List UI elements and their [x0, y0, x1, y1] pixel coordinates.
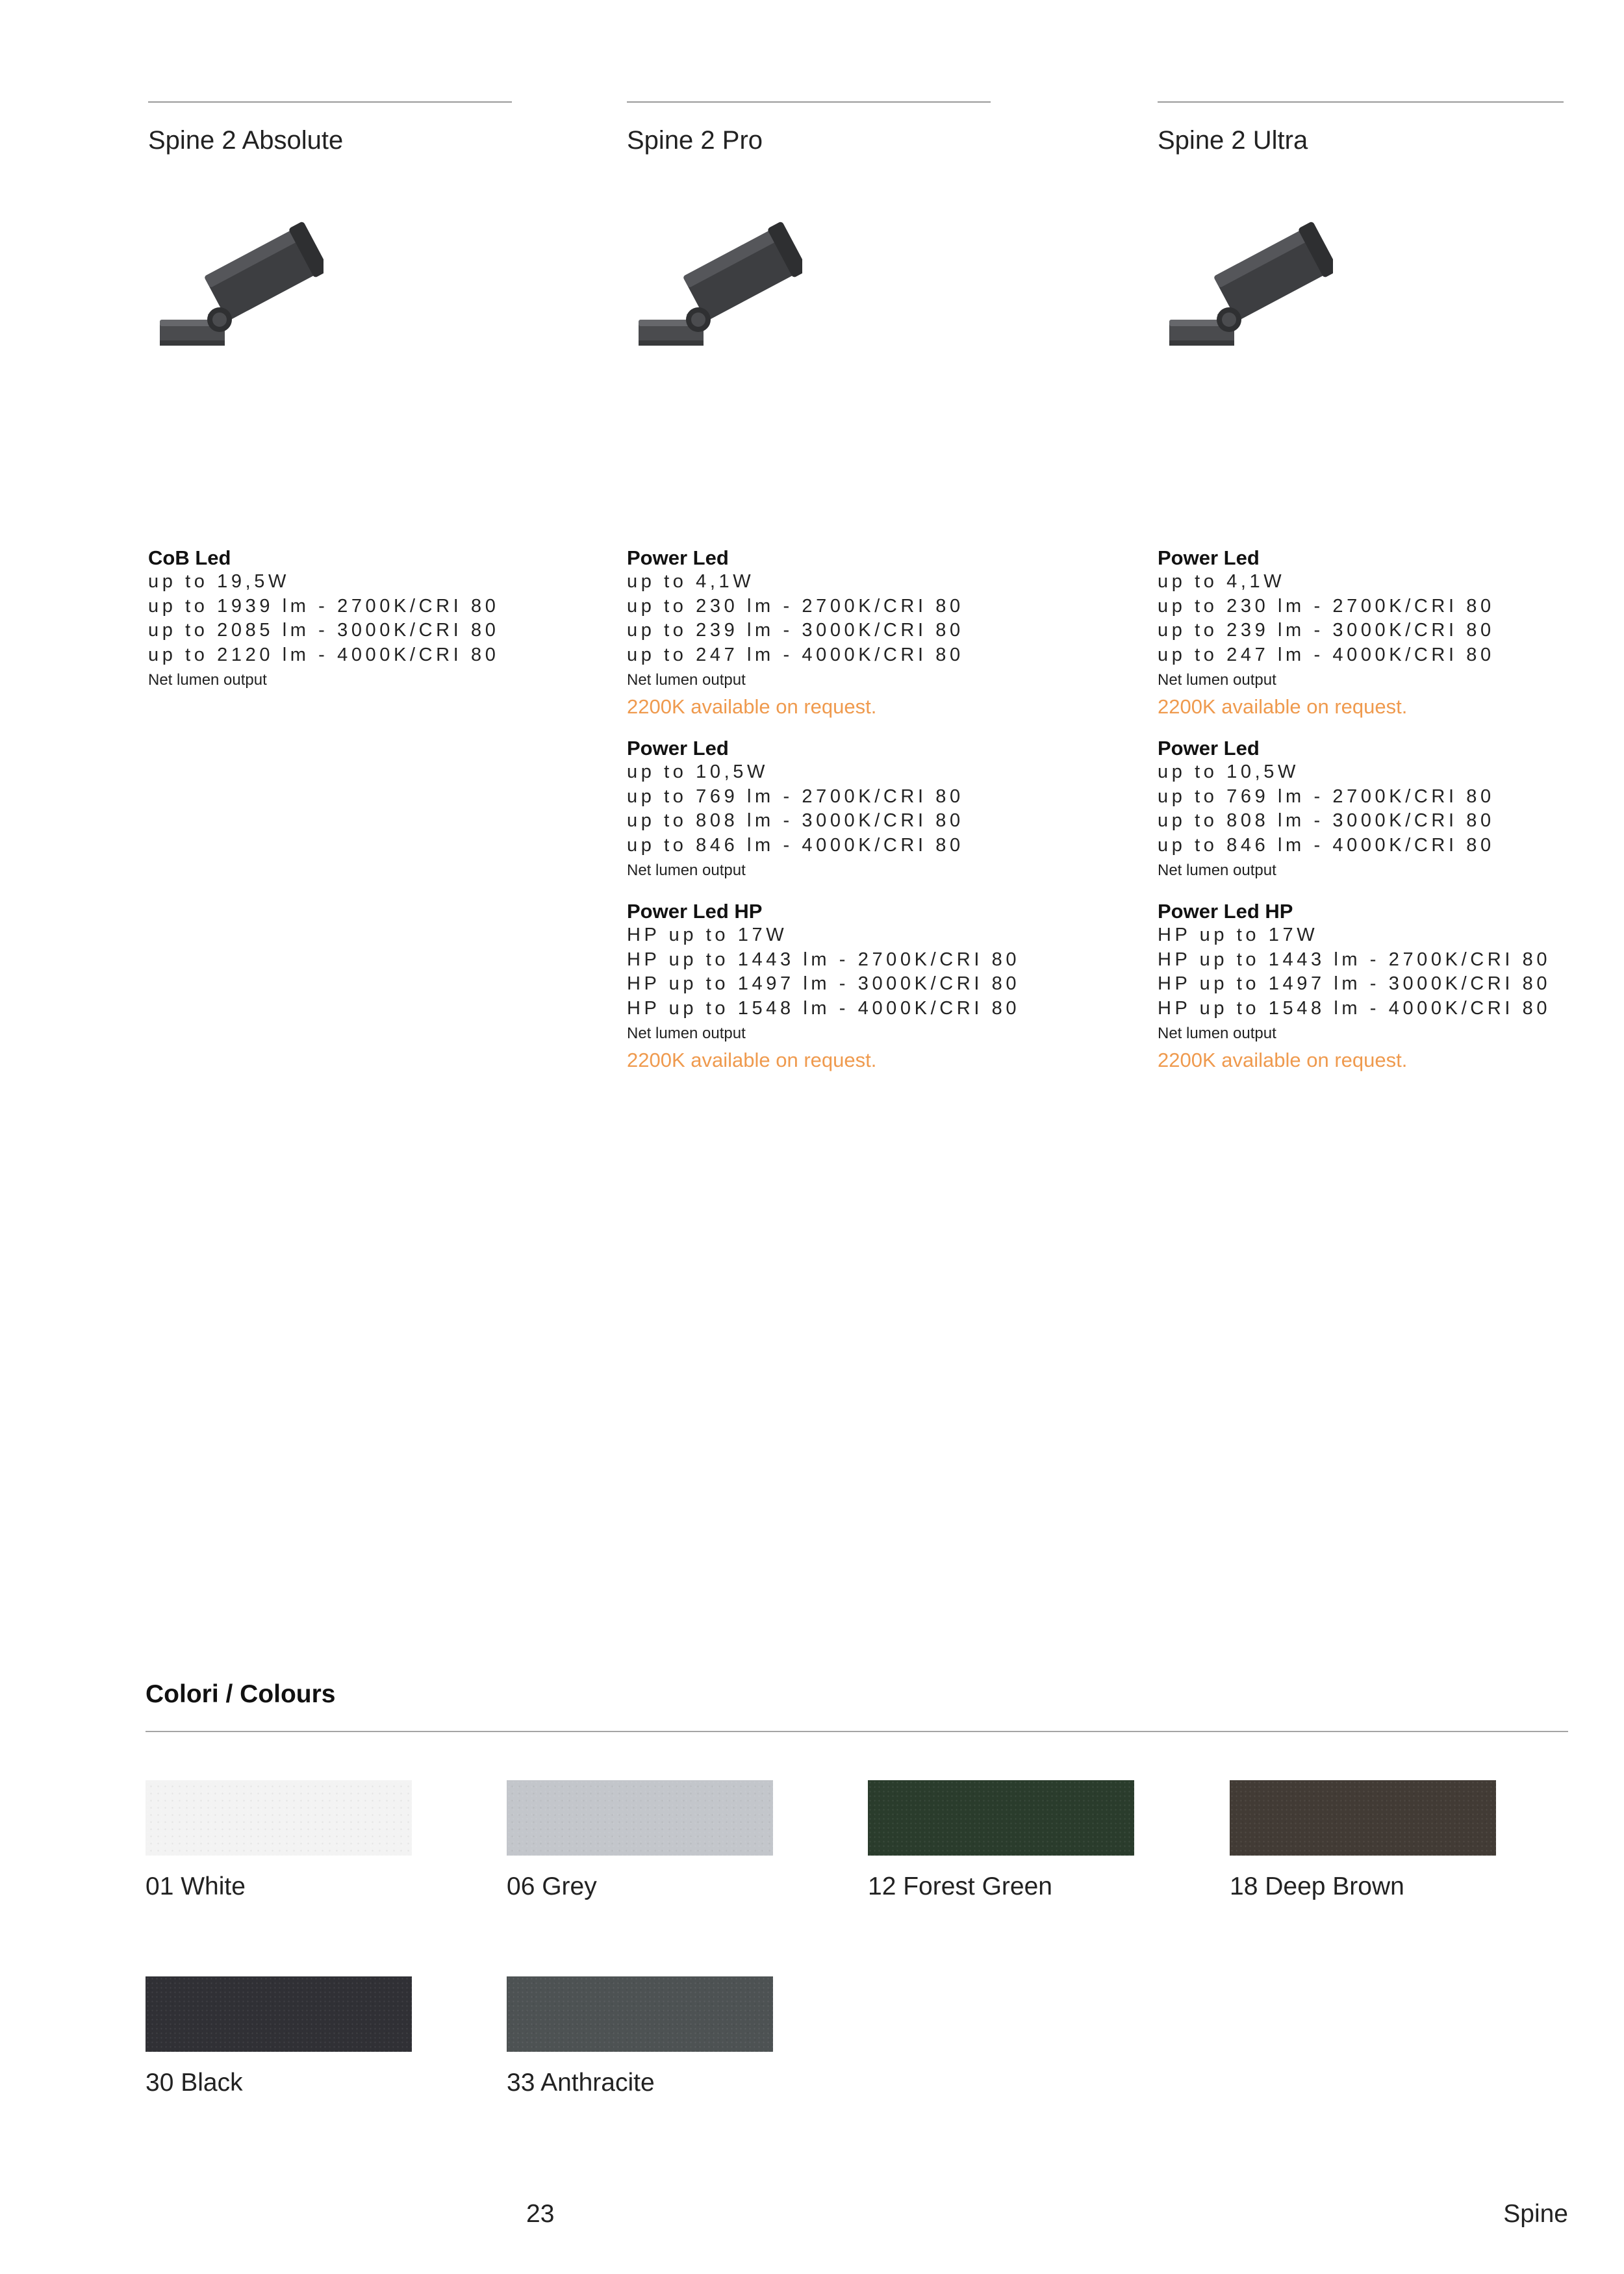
- spec-line: HP up to 17W: [1158, 925, 1319, 945]
- spec-line: HP up to 17W: [627, 925, 788, 945]
- spec-line: up to 2085 lm - 3000K/CRI 80: [148, 620, 500, 641]
- colour-label: 06 Grey: [507, 1872, 597, 1900]
- footer-section-name: Spine: [1503, 2200, 1568, 2228]
- spec-line: up to 247 lm - 4000K/CRI 80: [1158, 644, 1495, 665]
- colours-divider: [146, 1731, 1568, 1732]
- spec-line: HP up to 1548 lm - 4000K/CRI 80: [627, 997, 1021, 1019]
- colour-label: 01 White: [146, 1872, 246, 1900]
- colour-label: 18 Deep Brown: [1230, 1872, 1404, 1900]
- colour-label: 12 Forest Green: [868, 1872, 1052, 1900]
- spec-line: HP up to 1443 lm - 2700K/CRI 80: [1158, 949, 1551, 970]
- spec-line: HP up to 1497 lm - 3000K/CRI 80: [627, 973, 1021, 994]
- spec-line: up to 769 lm - 2700K/CRI 80: [627, 786, 964, 807]
- spec-line: up to 1939 lm - 2700K/CRI 80: [148, 595, 500, 617]
- spec-line: HP up to 1443 lm - 2700K/CRI 80: [627, 949, 1021, 970]
- spec-line: up to 808 lm - 3000K/CRI 80: [1158, 810, 1495, 831]
- spec-note: Net lumen output: [1158, 862, 1276, 879]
- spec-block: [148, 546, 512, 693]
- product-column-pro: [627, 101, 1021, 1071]
- spec-block: [627, 546, 991, 721]
- product-title: Spine 2 Pro: [627, 126, 763, 155]
- product-column-absolute: [148, 101, 512, 689]
- product-title: Spine 2 Absolute: [148, 126, 344, 155]
- spec-line: up to 230 lm - 2700K/CRI 80: [1158, 595, 1495, 617]
- spec-line: up to 4,1W: [1158, 571, 1286, 592]
- spec-block: [1158, 546, 1564, 721]
- availability-note: 2200K available on request.: [1158, 1049, 1408, 1071]
- colour-swatch-grey: [507, 1780, 773, 1856]
- spec-block: [627, 899, 1021, 1074]
- colour-swatch-white: [146, 1780, 412, 1856]
- spec-list: [627, 546, 1021, 1090]
- spec-note: Net lumen output: [1158, 1025, 1276, 1042]
- spec-block: [1158, 899, 1564, 1074]
- spec-line: up to 10,5W: [627, 761, 768, 782]
- spec-type: Power Led HP: [1158, 900, 1293, 923]
- spec-note: Net lumen output: [627, 1025, 746, 1042]
- spec-line: up to 4,1W: [627, 571, 755, 592]
- column-divider: [148, 101, 512, 103]
- spec-type: Power Led: [1158, 546, 1260, 569]
- spec-line: up to 808 lm - 3000K/CRI 80: [627, 810, 964, 831]
- colours-heading: Colori / Colours: [146, 1680, 336, 1708]
- spec-line: up to 19,5W: [148, 571, 290, 592]
- product-column-ultra: [1158, 101, 1564, 1071]
- spotlight-fixture-image: [1158, 211, 1333, 373]
- spec-line: up to 230 lm - 2700K/CRI 80: [627, 595, 964, 617]
- spec-list: [148, 546, 512, 709]
- spec-line: up to 2120 lm - 4000K/CRI 80: [148, 644, 500, 665]
- spec-type: Power Led HP: [627, 900, 763, 923]
- spec-line: up to 239 lm - 3000K/CRI 80: [627, 620, 964, 641]
- spec-type: Power Led: [627, 546, 729, 569]
- colour-swatch-anthracite: [507, 1976, 773, 2052]
- product-title: Spine 2 Ultra: [1158, 126, 1308, 155]
- spec-line: HP up to 1497 lm - 3000K/CRI 80: [1158, 973, 1551, 994]
- colour-swatch-deep-brown: [1230, 1780, 1496, 1856]
- colour-label: 30 Black: [146, 2069, 243, 2097]
- spotlight-fixture-image: [627, 211, 802, 373]
- spec-note: Net lumen output: [1158, 671, 1276, 689]
- spotlight-fixture-image: [148, 211, 324, 373]
- spec-line: up to 769 lm - 2700K/CRI 80: [1158, 786, 1495, 807]
- spec-list: [1158, 546, 1564, 1090]
- spec-line: up to 846 lm - 4000K/CRI 80: [1158, 834, 1495, 856]
- spec-note: Net lumen output: [627, 671, 746, 689]
- spec-note: Net lumen output: [148, 671, 267, 689]
- availability-note: 2200K available on request.: [627, 1049, 877, 1071]
- spec-line: up to 247 lm - 4000K/CRI 80: [627, 644, 964, 665]
- availability-note: 2200K available on request.: [627, 695, 877, 718]
- column-divider: [1158, 101, 1564, 103]
- spec-type: Power Led: [1158, 737, 1260, 760]
- colour-label: 33 Anthracite: [507, 2069, 655, 2097]
- colour-swatch-forest-green: [868, 1780, 1134, 1856]
- spec-type: Power Led: [627, 737, 729, 760]
- spec-line: up to 239 lm - 3000K/CRI 80: [1158, 620, 1495, 641]
- spec-line: up to 846 lm - 4000K/CRI 80: [627, 834, 964, 856]
- page-number: 23: [526, 2200, 555, 2228]
- column-divider: [627, 101, 991, 103]
- spec-type: CoB Led: [148, 546, 231, 569]
- spec-block: [627, 736, 991, 884]
- colour-swatch-black: [146, 1976, 412, 2052]
- spec-block: [1158, 736, 1564, 884]
- spec-note: Net lumen output: [627, 862, 746, 879]
- spec-line: HP up to 1548 lm - 4000K/CRI 80: [1158, 997, 1551, 1019]
- spec-line: up to 10,5W: [1158, 761, 1299, 782]
- availability-note: 2200K available on request.: [1158, 695, 1408, 718]
